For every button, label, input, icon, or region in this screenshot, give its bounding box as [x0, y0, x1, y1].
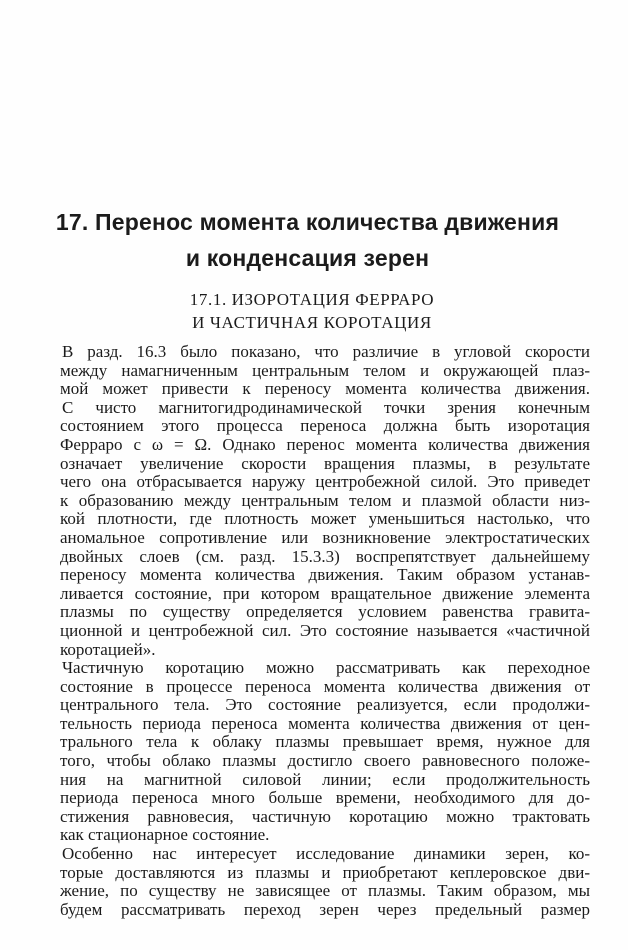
paragraph: [60, 399, 590, 659]
paragraph-line: Особенно нас интересует исследование динамики зерен, ко-: [62, 845, 590, 864]
paragraph-line: означает увеличение скорости вращения плазмы, в результате: [60, 454, 590, 473]
paragraph-line: тельность периода переноса момента количества движения от цен-: [60, 714, 590, 733]
paragraph-line: коротацией».: [60, 640, 156, 659]
section-heading-line: И ЧАСТИЧНАЯ КОРОТАЦИЯ: [192, 313, 432, 332]
paragraph-line: будем рассматривать переход зерен через предельный размер: [60, 900, 590, 919]
section-heading-line: 17.1. ИЗОРОТАЦИЯ ФЕРРАРО: [189, 290, 435, 309]
paragraph-line: того, чтобы облако плазмы достигло своего равновесного положе-: [60, 752, 590, 771]
paragraph-line: С чисто магнитогидродинамической точки зрения конечным: [62, 398, 590, 417]
paragraph-line: между намагниченным центральным телом и окружающей плаз-: [60, 361, 590, 380]
paragraph-line: Частичную коротацию можно рассматривать как переходное: [62, 659, 590, 678]
chapter-title-line: 17. Перенос момента количества движения: [55, 209, 560, 235]
paragraph-line: аномальное сопротивление или возникновение электростатических: [60, 528, 590, 547]
paragraph-line: трального тела к облаку плазмы превышает время, нужное для: [60, 733, 590, 752]
paragraph-line: двойных слоев (см. разд. 15.3.3) воспрепятствует дальнейшему: [60, 547, 590, 566]
chapter-title-line: и конденсация зерен: [185, 245, 430, 271]
paragraph-line: центрального тела. Это состояние реализуется, если продолжи-: [60, 696, 590, 715]
chapter-title: [40, 204, 575, 276]
paragraph-line: ционной и центробежной сил. Это состояние называется «частичной: [60, 621, 590, 640]
paragraph-line: жение, по существу не зависящее от плазмы. Таким образом, мы: [60, 882, 590, 901]
paragraph-line: состояние в процессе переноса момента количества движения от: [60, 677, 590, 696]
paragraph-line: как стационарное состояние.: [60, 826, 270, 845]
paragraph-line: мой может привести к переносу момента количества движения.: [60, 380, 590, 399]
paragraph-line: плазмы по существу определяется условием равенства гравита-: [60, 603, 590, 622]
paragraph-line: кой плотности, где плотность может уменьшиться настолько, что: [60, 510, 590, 529]
paragraph-line: ливается состояние, при котором вращательное движение элемента: [60, 584, 590, 603]
paragraph-line: ния на магнитной силовой линии; если продолжительность: [60, 770, 590, 789]
paragraph-line: стижения равновесия, частичную коротацию можно трактовать: [60, 807, 590, 826]
paragraph-line: периода переноса много больше времени, необходимого для до-: [60, 789, 590, 808]
paragraph: [60, 343, 590, 399]
body-text: [60, 343, 590, 919]
paragraph-line: чего она отбрасывается наружу центробежной силой. Это приведет: [60, 473, 590, 492]
paragraph: [60, 659, 590, 845]
paragraph-line: к образованию между центральным телом и плазмой области низ-: [60, 491, 590, 510]
paragraph: [60, 845, 590, 919]
paragraph-line: состоянием этого процесса переноса должна быть изоротация: [60, 417, 590, 436]
section-heading: [160, 288, 464, 334]
paragraph-line: торые доставляются из плазмы и приобретают кеплеровское дви-: [60, 863, 590, 882]
paragraph-line: Ферраро с ω = Ω. Однако перенос момента количества движения: [60, 435, 590, 454]
paragraph-line: В разд. 16.3 было показано, что различие в угловой скорости: [62, 343, 590, 361]
paragraph-line: переносу момента количества движения. Таким образом устанав-: [60, 566, 590, 585]
